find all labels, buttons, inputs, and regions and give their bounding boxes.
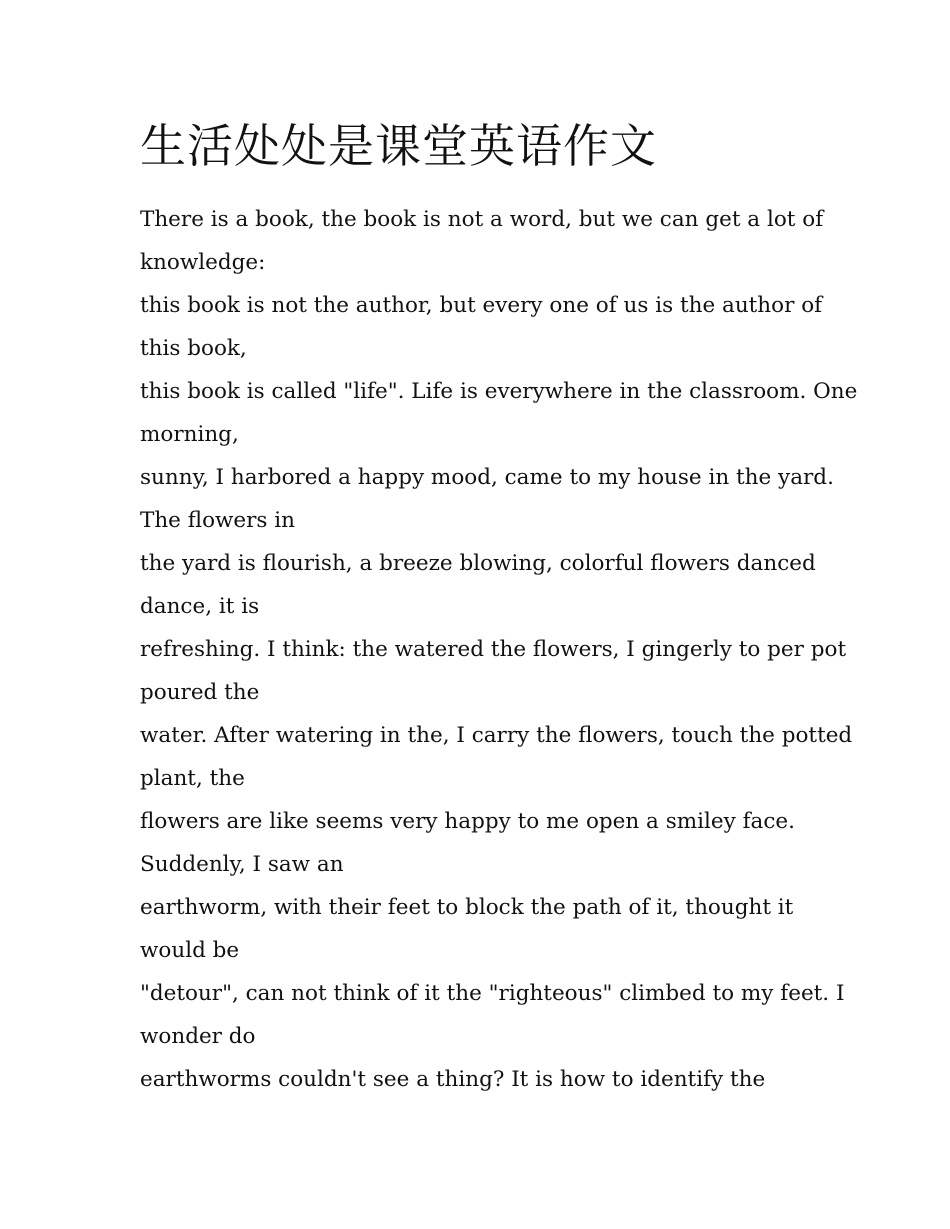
text-line: knowledge: xyxy=(140,250,266,275)
text-line: the yard is flourish, a breeze blowing, colorful flowers danced xyxy=(140,551,816,576)
text-line: flowers are like seems very happy to me open a smiley face. xyxy=(140,809,795,834)
document-body xyxy=(140,198,858,1101)
text-line: wonder do xyxy=(140,1024,256,1049)
text-line: "detour", can not think of it the "righteous" climbed to my feet. I xyxy=(140,981,845,1006)
document-title: 生活处处是课堂英语作文 xyxy=(140,119,657,173)
text-line: morning, xyxy=(140,422,239,447)
text-line: this book is called "life". Life is everywhere in the classroom. One xyxy=(140,379,858,404)
text-line: earthworm, with their feet to block the path of it, thought it xyxy=(140,895,794,920)
text-line: earthworms couldn't see a thing? It is how to identify the xyxy=(140,1067,766,1092)
text-line: dance, it is xyxy=(140,594,260,619)
text-line: The flowers in xyxy=(140,508,296,533)
text-line: refreshing. I think: the watered the flowers, I gingerly to per pot xyxy=(140,637,847,662)
text-line: would be xyxy=(140,938,240,963)
text-line: There is a book, the book is not a word, but we can get a lot of xyxy=(140,207,824,232)
text-line: sunny, I harbored a happy mood, came to my house in the yard. xyxy=(140,465,834,490)
text-line: Suddenly, I saw an xyxy=(140,852,344,877)
document-page xyxy=(140,112,858,1101)
text-line: this book, xyxy=(140,336,247,361)
text-line: poured the xyxy=(140,680,260,705)
text-line: water. After watering in the, I carry the flowers, touch the potted xyxy=(140,723,853,748)
text-line: plant, the xyxy=(140,766,245,791)
text-line: this book is not the author, but every one of us is the author of xyxy=(140,293,823,318)
